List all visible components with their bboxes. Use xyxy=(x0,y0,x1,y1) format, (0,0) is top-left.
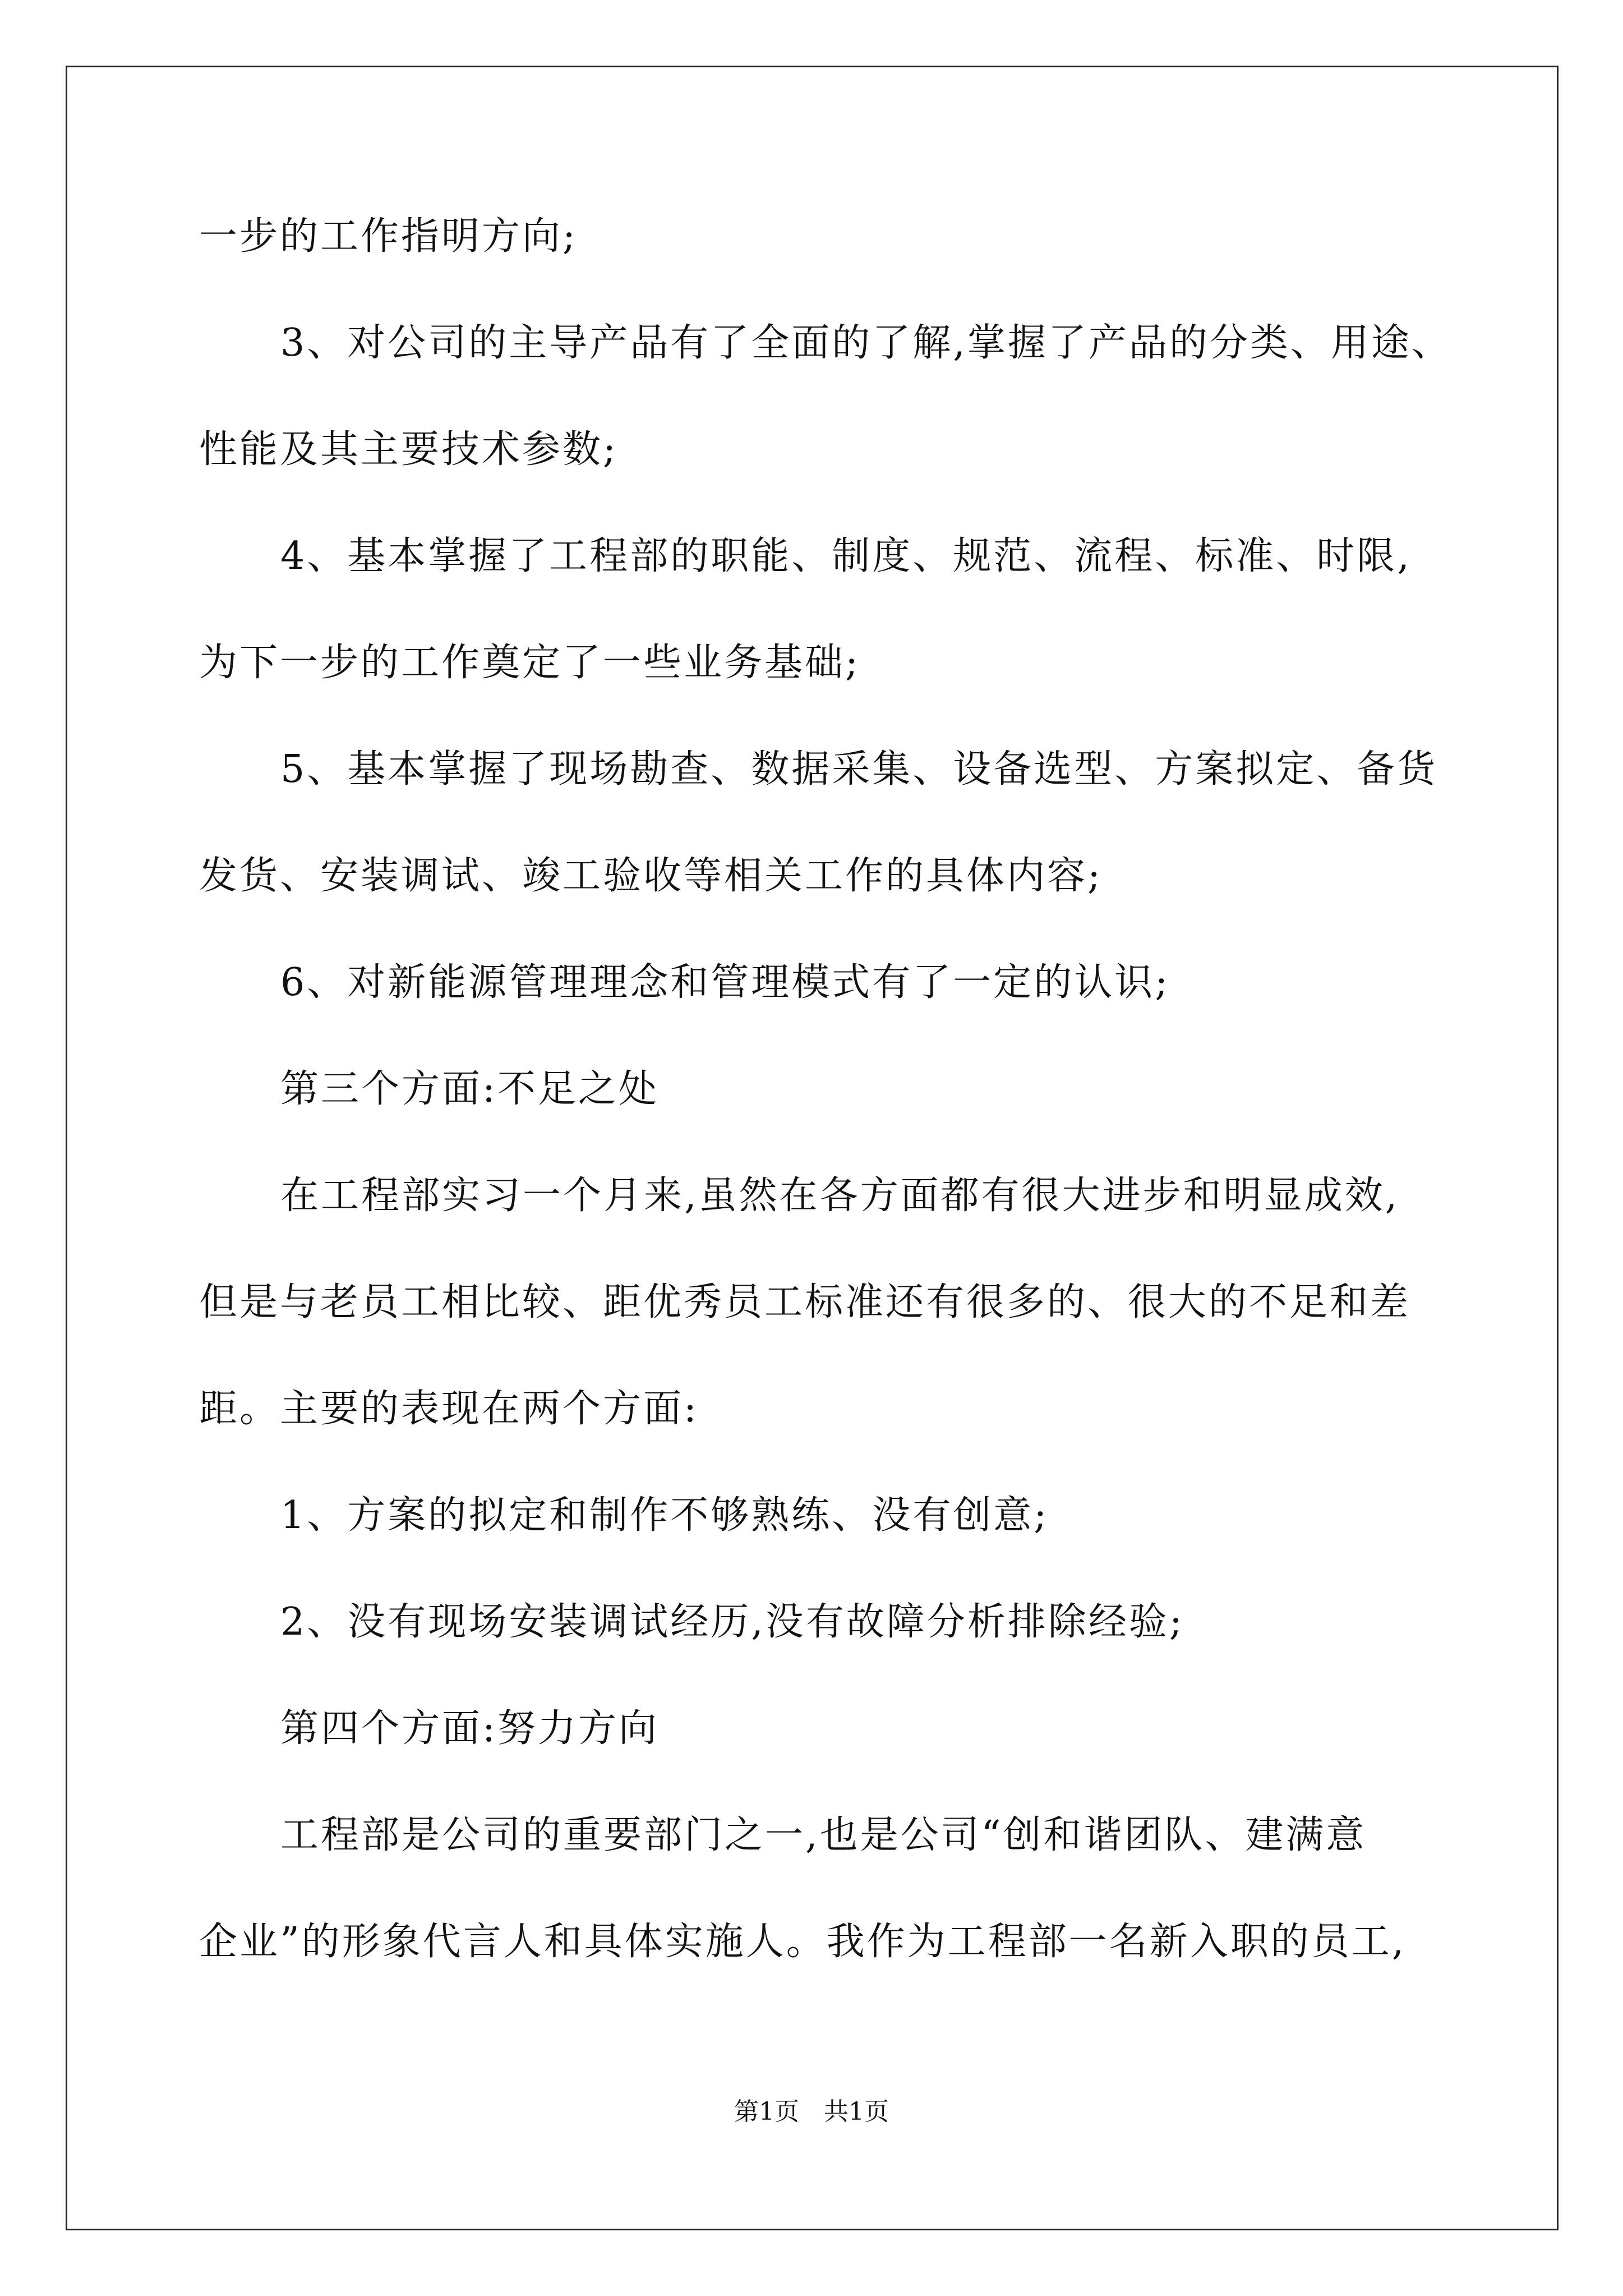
section-heading: 第四个方面:努力方向 xyxy=(280,1706,659,1751)
page-border xyxy=(66,66,1559,2230)
text-line: 在工程部实习一个月来,虽然在各方面都有很大进步和明显成效, xyxy=(280,1174,1400,1218)
text-line: 性能及其主要技术参数; xyxy=(199,427,618,472)
text-line: 企业”的形象代言人和具体实施人。我作为工程部一名新入职的员工, xyxy=(199,1920,1407,1964)
text-line: 1、方案的拟定和制作不够熟练、没有创意; xyxy=(280,1493,1049,1538)
text-line: 工程部是公司的重要部门之一,也是公司“创和谐团队、建满意 xyxy=(280,1813,1367,1857)
text-line: 5、基本掌握了现场勘查、数据采集、设备选型、方案拟定、备货 xyxy=(280,747,1438,792)
page-number-footer: 第1页 共1页 xyxy=(734,2097,889,2126)
text-line: 一步的工作指明方向; xyxy=(199,214,578,259)
text-line: 6、对新能源管理理念和管理模式有了一定的认识; xyxy=(280,960,1170,1005)
text-line: 2、没有现场安装调试经历,没有故障分析排除经验; xyxy=(280,1600,1184,1644)
section-heading: 第三个方面:不足之处 xyxy=(280,1067,659,1111)
text-line: 为下一步的工作奠定了一些业务基础; xyxy=(199,641,860,685)
text-line: 距。主要的表现在两个方面: xyxy=(199,1387,699,1431)
text-line: 发货、安装调试、竣工验收等相关工作的具体内容; xyxy=(199,854,1103,898)
text-line: 3、对公司的主导产品有了全面的了解,掌握了产品的分类、用途、 xyxy=(280,321,1452,365)
text-line: 但是与老员工相比较、距优秀员工标准还有很多的、很大的不足和差 xyxy=(199,1280,1411,1324)
text-line: 4、基本掌握了工程部的职能、制度、规范、流程、标准、时限, xyxy=(280,534,1412,578)
